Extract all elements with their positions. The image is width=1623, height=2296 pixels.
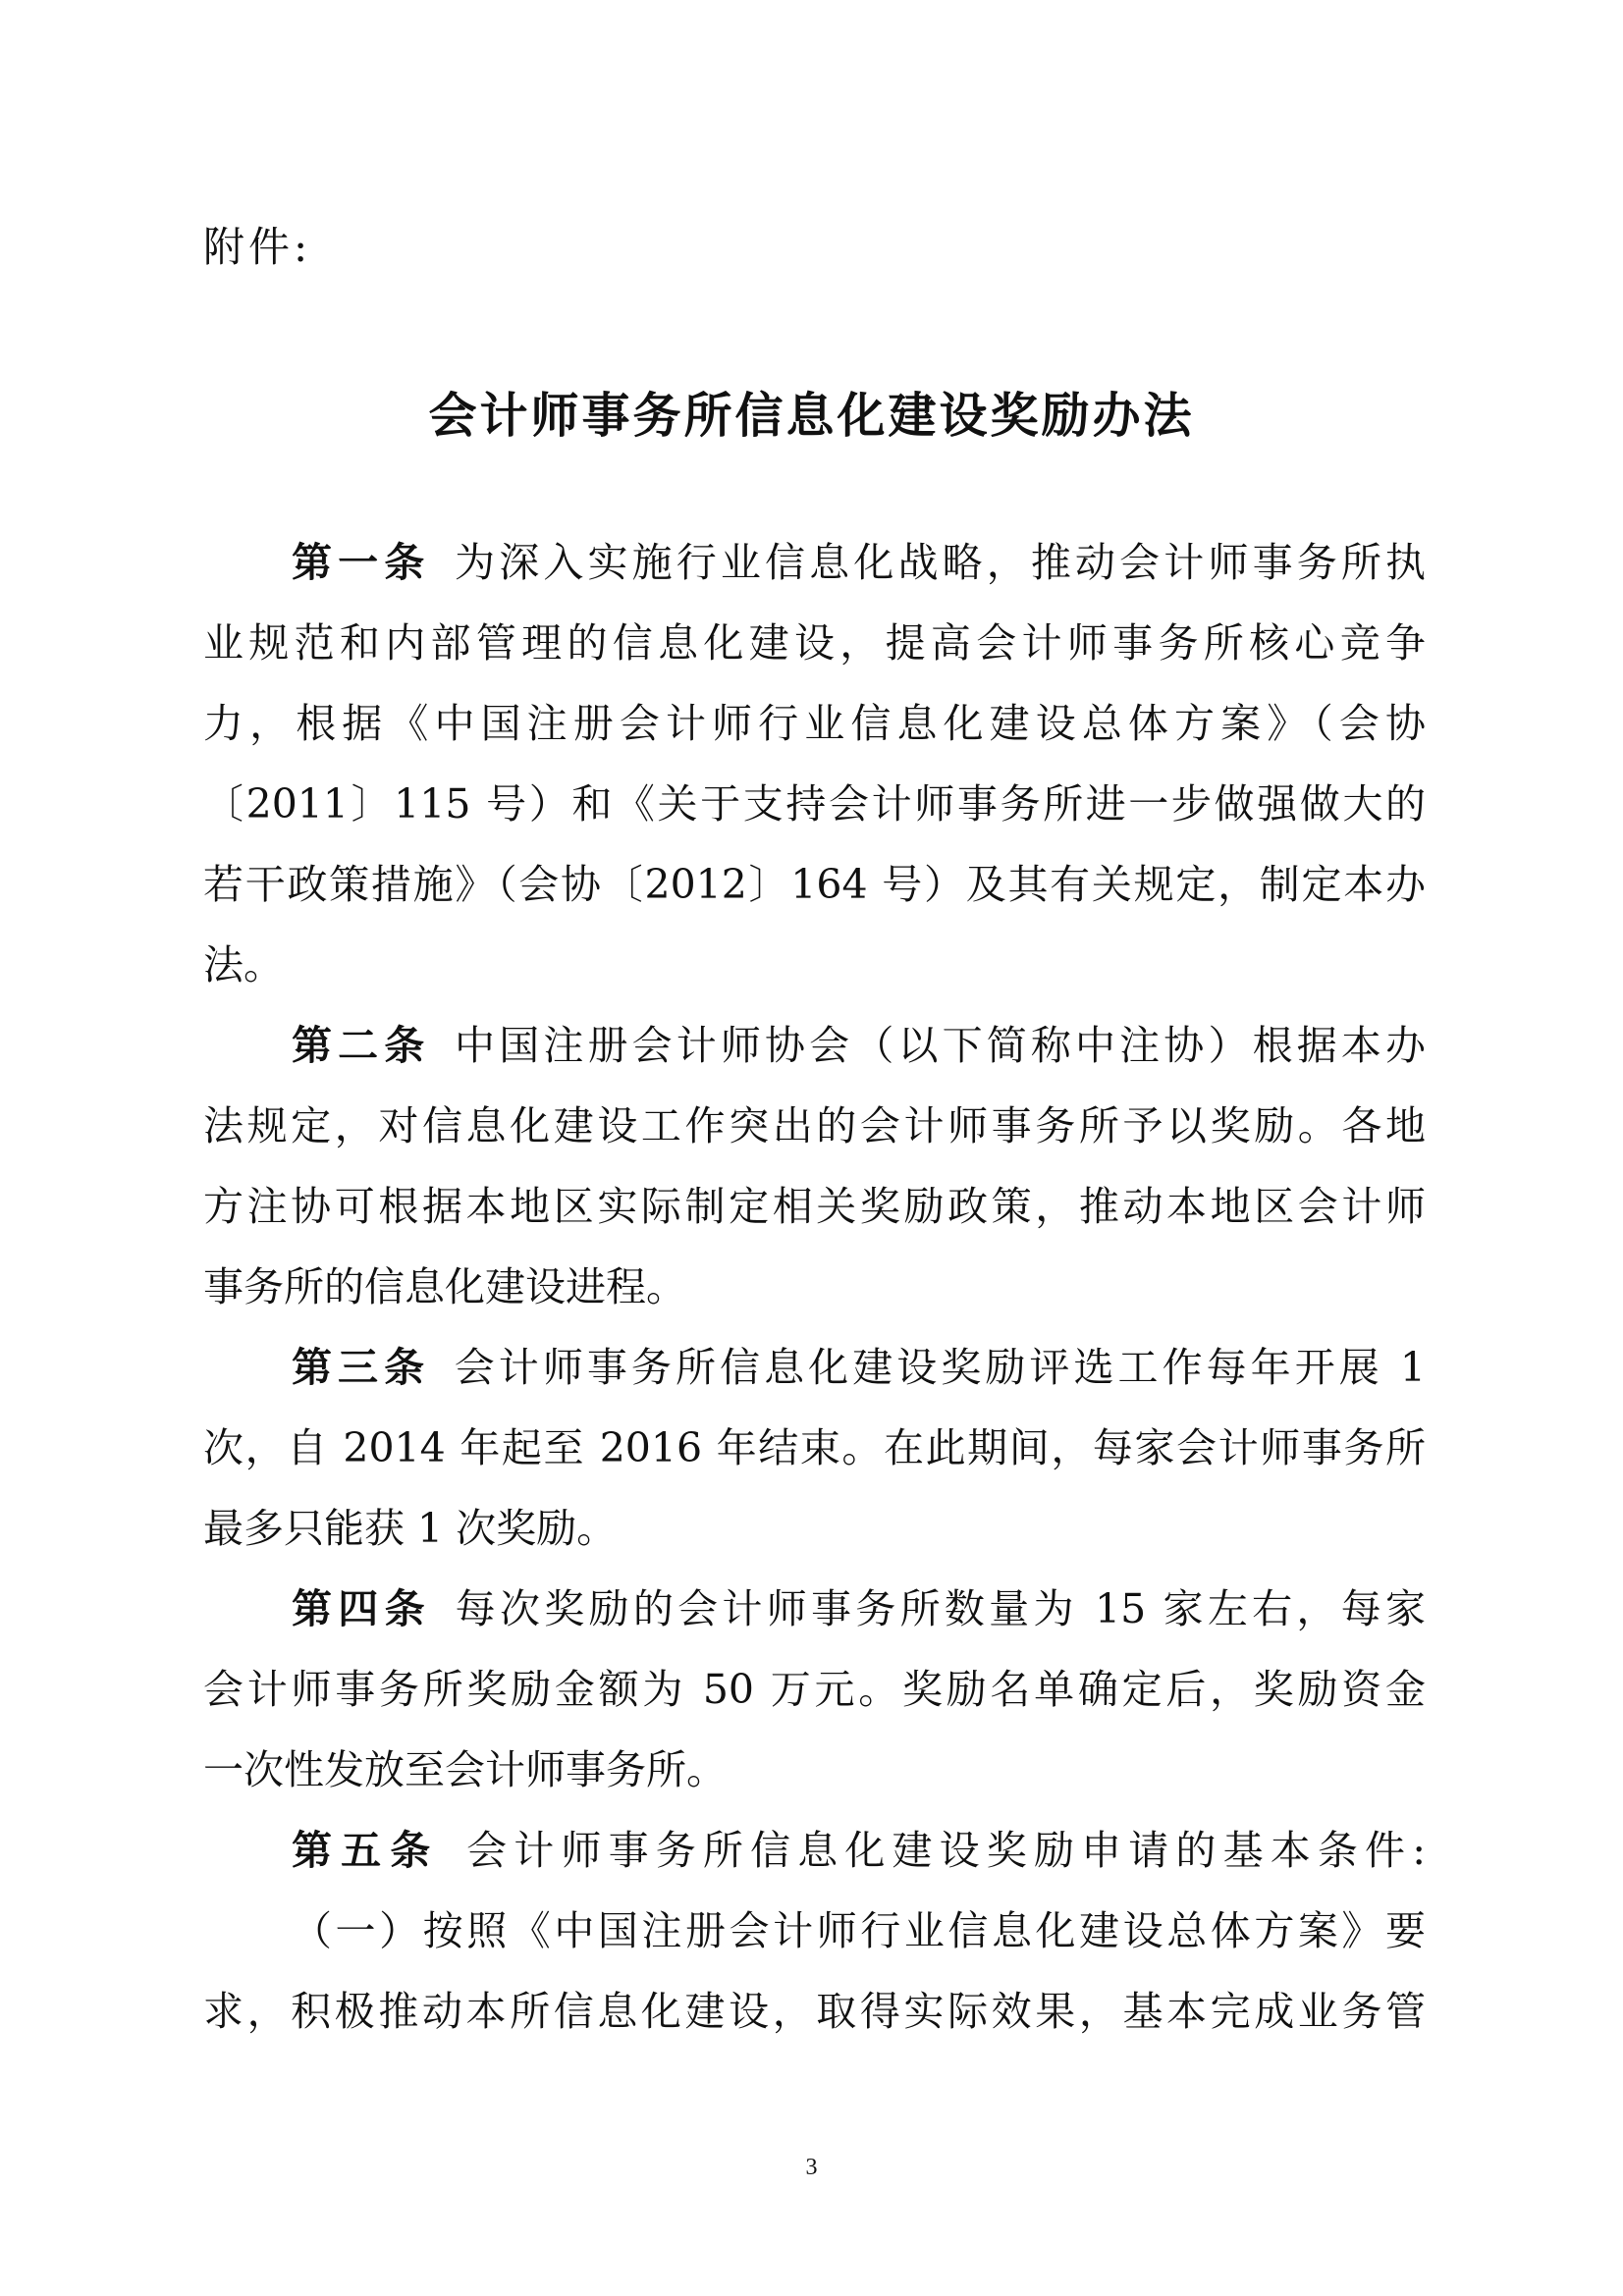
body-line	[203, 1569, 1426, 1649]
body-line	[203, 844, 1426, 925]
body-text: 最多只能获 1 次奖励。	[203, 1505, 618, 1552]
body-line	[203, 1166, 1426, 1247]
body-line	[203, 1488, 1426, 1569]
body-line	[203, 683, 1426, 764]
attachment-label: 附件:	[203, 223, 312, 271]
body-line	[203, 1810, 1426, 1891]
page-number: 3	[805, 2155, 818, 2180]
body-text: 力，根据《中国注册会计师行业信息化建设总体方案》（会协	[203, 700, 1426, 747]
article-number: 第三条	[292, 1344, 431, 1391]
article-number: 第四条	[292, 1585, 431, 1632]
body-text: 每次奖励的会计师事务所数量为 15 家左右，每家	[451, 1585, 1427, 1632]
article-number: 第二条	[292, 1022, 431, 1069]
body-text: 求，积极推动本所信息化建设，取得实际效果，基本完成业务管	[203, 1988, 1426, 2035]
body-text: 法。	[203, 941, 284, 988]
document-title: 会计师事务所信息化建设奖励办法	[428, 387, 1195, 444]
body-line	[203, 603, 1426, 683]
body-text: （一）按照《中国注册会计师行业信息化建设总体方案》要	[292, 1907, 1426, 1954]
body-line	[203, 1891, 1426, 1971]
body-text: 会计师事务所信息化建设奖励申请的基本条件:	[459, 1827, 1427, 1874]
body-text: 〔2011〕115 号）和《关于支持会计师事务所进一步做强做大的	[203, 780, 1426, 828]
body-text: 会计师事务所信息化建设奖励评选工作每年开展 1	[450, 1344, 1427, 1391]
body-line	[203, 1327, 1426, 1408]
body-text: 法规定，对信息化建设工作突出的会计师事务所予以奖励。各地	[203, 1102, 1426, 1149]
body-text: 会计师事务所奖励金额为 50 万元。奖励名单确定后，奖励资金	[203, 1666, 1426, 1713]
body-line	[203, 1971, 1426, 2052]
body-line	[203, 522, 1426, 603]
body-line	[203, 1649, 1426, 1730]
body-line	[203, 1408, 1426, 1488]
body-line	[203, 764, 1426, 844]
body-line	[203, 1730, 1426, 1810]
body-text: 次，自 2014 年起至 2016 年结束。在此期间，每家会计师事务所	[203, 1424, 1426, 1471]
body-line	[203, 1086, 1426, 1166]
article-number: 第一条	[292, 539, 431, 586]
body-text: 事务所的信息化建设进程。	[203, 1263, 686, 1310]
body-text: 业规范和内部管理的信息化建设，提高会计师事务所核心竞争	[203, 619, 1426, 667]
body-line	[203, 1005, 1426, 1086]
body-text: 一次性发放至会计师事务所。	[203, 1746, 727, 1793]
body-line	[203, 1247, 1426, 1327]
body-text: 方注协可根据本地区实际制定相关奖励政策，推动本地区会计师	[203, 1183, 1426, 1230]
body-text: 若干政策措施》（会协〔2012〕164 号）及其有关规定，制定本办	[203, 861, 1426, 908]
body-text: 中国注册会计师协会（以下简称中注协）根据本办	[450, 1022, 1426, 1069]
body-line	[203, 925, 1426, 1005]
body-text: 为深入实施行业信息化战略，推动会计师事务所执	[450, 539, 1426, 586]
article-number: 第五条	[292, 1827, 440, 1874]
